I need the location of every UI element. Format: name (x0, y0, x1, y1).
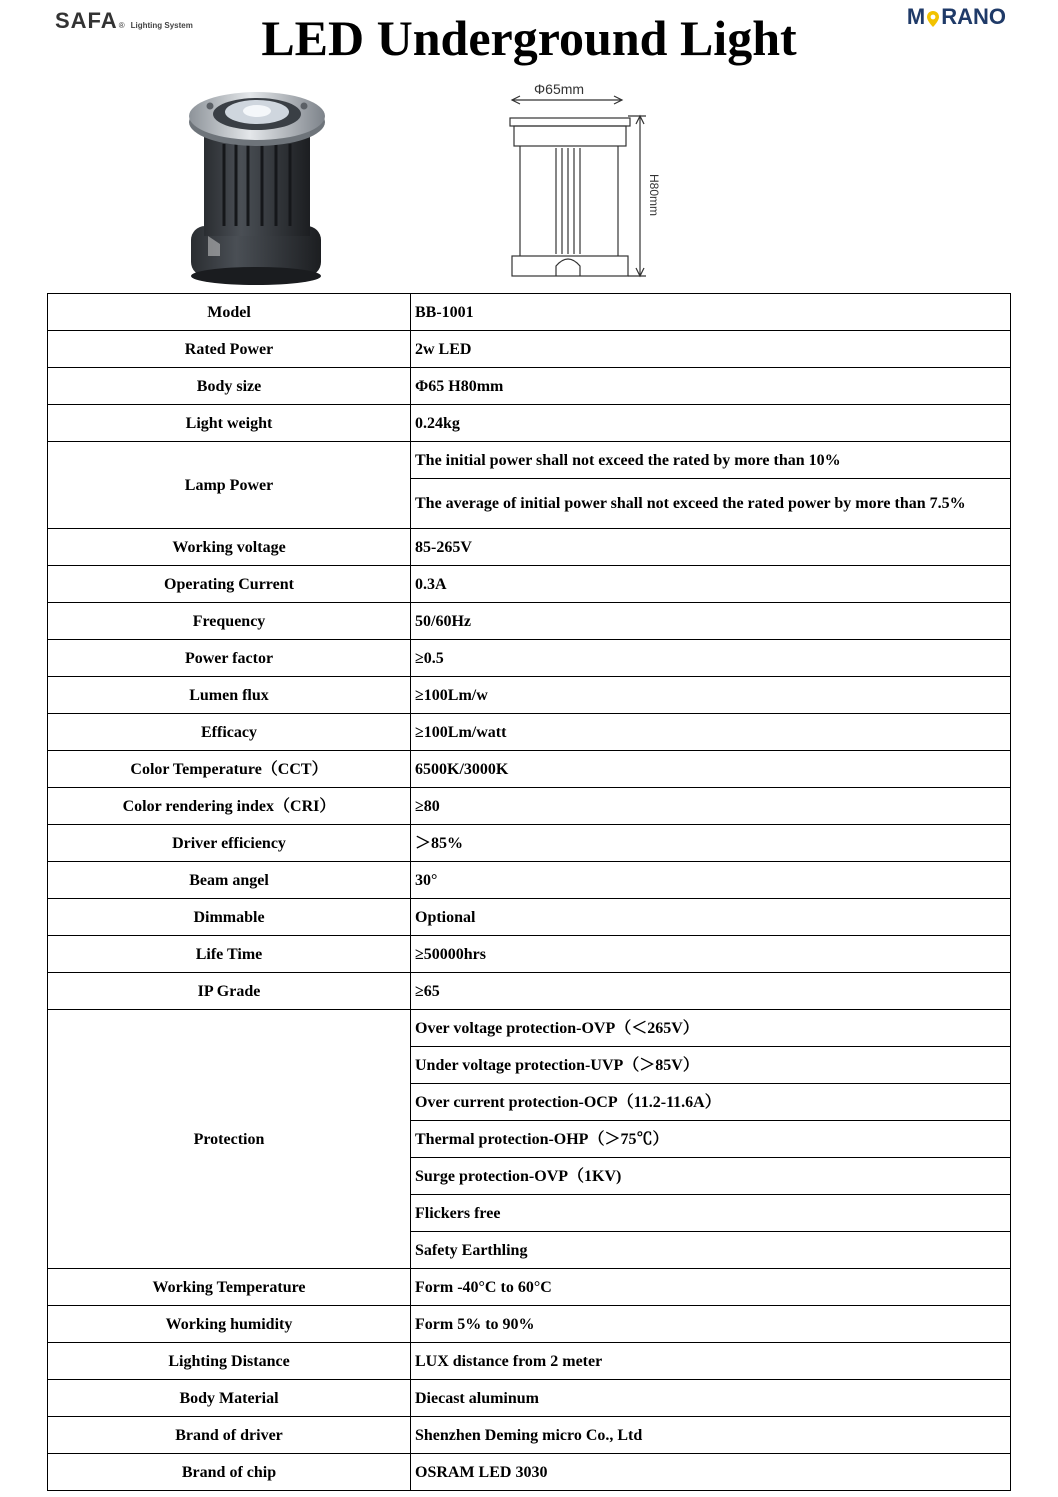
spec-value: Form 5% to 90% (411, 1306, 1011, 1343)
product-photo (186, 76, 328, 286)
spec-row-power-factor (48, 640, 1011, 677)
spec-value: Safety Earthling (411, 1232, 1011, 1269)
spec-label: Efficacy (48, 714, 411, 751)
page-title: LED Underground Light (261, 10, 797, 66)
spec-value: Flickers free (411, 1195, 1011, 1232)
spec-row-ip-grade (48, 973, 1011, 1010)
spec-label: Driver efficiency (48, 825, 411, 862)
spec-value: Diecast aluminum (411, 1380, 1011, 1417)
spec-value: ≥50000hrs (411, 936, 1011, 973)
spec-value: 50/60Hz (411, 603, 1011, 640)
spec-label: Body size (48, 368, 411, 405)
spec-label: Life Time (48, 936, 411, 973)
spec-row-body-material (48, 1380, 1011, 1417)
spec-value: 6500K/3000K (411, 751, 1011, 788)
width-dimension-label: Φ65mm (534, 81, 585, 97)
spec-value: ≥65 (411, 973, 1011, 1010)
spec-label: Dimmable (48, 899, 411, 936)
safa-logo-mark: SAFA (55, 8, 118, 33)
morano-logo-suffix: RANO (941, 4, 1006, 29)
spec-row-brand-of-driver (48, 1417, 1011, 1454)
spec-value: BB-1001 (411, 294, 1011, 331)
spec-value: 2w LED (411, 331, 1011, 368)
spec-row-efficacy (48, 714, 1011, 751)
spec-label: Color rendering index（CRI） (48, 788, 411, 825)
spec-label: Protection (48, 1010, 411, 1269)
spec-label: Operating Current (48, 566, 411, 603)
spec-value: 30° (411, 862, 1011, 899)
spec-row-light-weight (48, 405, 1011, 442)
spec-value: Over voltage protection-OVP（＜265V） (411, 1010, 1011, 1047)
morano-logo (907, 4, 1006, 30)
spec-label: Body Material (48, 1380, 411, 1417)
location-pin-icon (926, 8, 940, 26)
spec-row-working-voltage (48, 529, 1011, 566)
spec-row-protection (48, 1010, 1011, 1047)
spec-row-frequency (48, 603, 1011, 640)
spec-label: Lumen flux (48, 677, 411, 714)
spec-row-driver-efficiency (48, 825, 1011, 862)
spec-label: Working Temperature (48, 1269, 411, 1306)
spec-value: LUX distance from 2 meter (411, 1343, 1011, 1380)
spec-value: 0.24kg (411, 405, 1011, 442)
spec-label: Color Temperature（CCT） (48, 751, 411, 788)
spec-value: Surge protection-OVP（1KV) (411, 1158, 1011, 1195)
spec-value: ≥80 (411, 788, 1011, 825)
spec-row-model (48, 294, 1011, 331)
spec-label: Working humidity (48, 1306, 411, 1343)
spec-value: Under voltage protection-UVP（＞85V） (411, 1047, 1011, 1084)
spec-row-lighting-distance (48, 1343, 1011, 1380)
spec-value: ＞85% (411, 825, 1011, 862)
spec-value: Form -40°C to 60°C (411, 1269, 1011, 1306)
spec-row-operating-current (48, 566, 1011, 603)
spec-row-lumen-flux (48, 677, 1011, 714)
spec-label: Beam angel (48, 862, 411, 899)
spec-value: The average of initial power shall not exceed the rated power by more than 7.5% (411, 479, 1011, 529)
spec-label: Lighting Distance (48, 1343, 411, 1380)
spec-label: Power factor (48, 640, 411, 677)
safa-logo-registered: ® (118, 21, 125, 30)
spec-row-body-size (48, 368, 1011, 405)
dimension-drawing (500, 78, 670, 288)
spec-row-working-humidity (48, 1306, 1011, 1343)
spec-value: The initial power shall not exceed the rated by more than 10% (411, 442, 1011, 479)
spec-label: IP Grade (48, 973, 411, 1010)
spec-value: OSRAM LED 3030 (411, 1454, 1011, 1491)
morano-logo-prefix: M (906, 4, 926, 29)
spec-row-cri (48, 788, 1011, 825)
height-dimension-label: H80mm (647, 174, 661, 217)
spec-value: ≥100Lm/w (411, 677, 1011, 714)
spec-value: Shenzhen Deming micro Co., Ltd (411, 1417, 1011, 1454)
spec-value: ≥100Lm/watt (411, 714, 1011, 751)
safa-logo-subtitle: Lighting System (130, 21, 193, 30)
spec-label: Light weight (48, 405, 411, 442)
spec-row-rated-power (48, 331, 1011, 368)
spec-label: Model (48, 294, 411, 331)
spec-value: ≥0.5 (411, 640, 1011, 677)
spec-row-dimmable (48, 899, 1011, 936)
spec-label: Frequency (48, 603, 411, 640)
spec-value: Over current protection-OCP（11.2-11.6A） (411, 1084, 1011, 1121)
spec-row-cct (48, 751, 1011, 788)
spec-value: Optional (411, 899, 1011, 936)
spec-table (47, 293, 1011, 1491)
spec-value: Φ65 H80mm (411, 368, 1011, 405)
spec-row-brand-of-chip (48, 1454, 1011, 1491)
spec-row-working-temperature (48, 1269, 1011, 1306)
spec-label: Brand of chip (48, 1454, 411, 1491)
spec-value: 85-265V (411, 529, 1011, 566)
spec-row-life-time (48, 936, 1011, 973)
spec-value: 0.3A (411, 566, 1011, 603)
spec-label: Working voltage (48, 529, 411, 566)
spec-row-beam-angel (48, 862, 1011, 899)
spec-label: Brand of driver (48, 1417, 411, 1454)
spec-label: Lamp Power (48, 442, 411, 529)
spec-label: Rated Power (48, 331, 411, 368)
spec-row-lamp-power (48, 442, 1011, 479)
spec-value: Thermal protection-OHP（＞75℃） (411, 1121, 1011, 1158)
